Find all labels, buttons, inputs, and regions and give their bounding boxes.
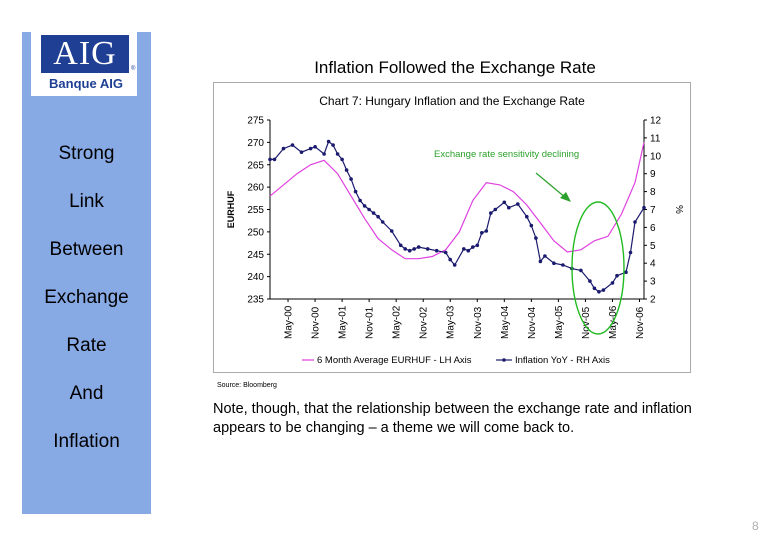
page-number: 8 [752, 519, 759, 533]
x-tick-label: Nov-01 [364, 306, 376, 339]
inflation-data-point [593, 287, 597, 291]
right-tick-label: 4 [650, 258, 656, 270]
left-tick-label: 265 [247, 160, 264, 172]
left-tick-label: 250 [247, 227, 264, 239]
inflation-data-point [322, 152, 326, 156]
x-tick-label: Nov-04 [526, 306, 538, 339]
inflation-data-point [331, 143, 335, 147]
inflation-data-point [408, 249, 412, 253]
inflation-data-point [579, 269, 583, 273]
inflation-data-point [629, 251, 633, 255]
x-tick-label: Nov-06 [634, 306, 646, 339]
x-tick-label: May-05 [553, 305, 565, 339]
chart-annotation: Exchange rate sensitivity declining [434, 149, 580, 160]
inflation-data-point [516, 202, 520, 206]
note-text: Note, though, that the relationship between the exchange rate and inflation appears to be changing – a theme we will come back to. [213, 401, 692, 436]
x-tick-label: Nov-02 [418, 306, 430, 339]
inflation-data-point [611, 281, 615, 285]
inflation-data-point [588, 279, 592, 283]
inflation-data-point [476, 244, 480, 248]
highlight-ellipse [572, 202, 624, 334]
x-tick-label: May-06 [607, 305, 619, 339]
aig-logo-box [41, 35, 129, 73]
inflation-data-point [507, 206, 511, 210]
inflation-data-point [602, 288, 606, 292]
annotation-arrow-line [536, 173, 566, 198]
right-tick-label: 9 [650, 169, 656, 181]
right-tick-label: 10 [650, 151, 662, 163]
right-tick-label: 2 [650, 294, 656, 306]
sidebar-word: Exchange [44, 287, 129, 308]
x-tick-label: May-04 [499, 305, 511, 339]
left-tick-label: 235 [247, 294, 264, 306]
inflation-data-point [530, 224, 534, 228]
left-tick-label: 270 [247, 137, 264, 149]
inflation-data-point [381, 220, 385, 224]
x-tick-label: Nov-03 [472, 306, 484, 339]
sidebar-word: Link [69, 191, 104, 212]
sidebar-word: Rate [66, 335, 107, 356]
right-tick-label: 5 [650, 240, 656, 252]
sidebar-word: And [69, 383, 104, 404]
inflation-data-point [390, 229, 394, 233]
inflation-data-point [462, 247, 466, 251]
inflation-data-point [336, 152, 340, 156]
left-axis-title: EURHUF [226, 190, 236, 229]
left-tick-label: 240 [247, 272, 264, 284]
x-tick-label: May-03 [445, 305, 457, 339]
aig-logo [31, 32, 137, 96]
inflation-data-point [534, 236, 538, 240]
inflation-data-point [358, 199, 362, 203]
x-tick-label: May-01 [337, 305, 349, 339]
inflation-data-point [543, 254, 547, 258]
inflation-data-point [597, 290, 601, 294]
inflation-data-point [448, 258, 452, 262]
inflation-data-point [327, 140, 331, 144]
right-tick-label: 8 [650, 187, 656, 199]
inflation-data-point [268, 158, 272, 162]
inflation-data-point [471, 245, 475, 249]
inflation-data-point [485, 229, 489, 233]
inflation-data-point [444, 251, 448, 255]
x-tick-label: Nov-00 [310, 306, 322, 339]
chart-svg [214, 83, 690, 372]
inflation-data-point [453, 263, 457, 267]
inflation-data-point [489, 211, 493, 215]
inflation-data-point [426, 247, 430, 251]
inflation-series-line [270, 142, 644, 292]
inflation-data-point [354, 190, 358, 194]
sidebar-word: Strong [58, 143, 115, 164]
right-tick-label: 6 [650, 222, 656, 234]
registered-mark: ® [131, 66, 136, 72]
left-tick-label: 245 [247, 249, 264, 261]
inflation-data-point [340, 158, 344, 162]
x-tick-label: Nov-05 [580, 306, 592, 339]
inflation-data-point [345, 168, 349, 172]
inflation-data-point [539, 260, 543, 264]
sidebar-word: Between [49, 239, 124, 260]
inflation-data-point [525, 215, 529, 219]
inflation-data-point [282, 147, 286, 151]
inflation-data-point [367, 208, 371, 212]
inflation-data-point [349, 177, 353, 181]
inflation-data-point [291, 143, 295, 147]
inflation-data-point [480, 231, 484, 235]
legend-inflation-marker [502, 358, 506, 362]
inflation-data-point [624, 270, 628, 274]
inflation-data-point [313, 145, 317, 149]
inflation-data-point [417, 245, 421, 249]
inflation-data-point [503, 201, 507, 205]
inflation-data-point [309, 147, 313, 151]
sidebar-word: Inflation [53, 431, 120, 452]
right-tick-label: 7 [650, 205, 656, 216]
right-tick-label: 3 [650, 276, 656, 288]
left-tick-label: 255 [247, 205, 264, 216]
left-tick-label: 275 [247, 115, 264, 127]
x-tick-label: May-00 [283, 305, 295, 339]
inflation-data-point [552, 261, 556, 265]
slide-title: Inflation Followed the Exchange Rate [314, 58, 596, 77]
annotation-arrow-head [560, 192, 571, 202]
logo-subtitle: Banque AIG [49, 76, 123, 91]
inflation-data-point [412, 247, 416, 251]
x-tick-label: May-02 [391, 305, 403, 339]
left-tick-label: 260 [247, 182, 264, 194]
inflation-data-point [376, 215, 380, 219]
inflation-data-point [494, 208, 498, 212]
inflation-data-point [300, 150, 304, 154]
inflation-data-point [467, 249, 471, 253]
legend-eurhuf-label: 6 Month Average EURHUF - LH Axis [317, 355, 472, 366]
right-tick-label: 11 [650, 133, 661, 145]
right-axis-title: % [673, 205, 684, 214]
inflation-data-point [435, 249, 439, 253]
inflation-data-point [633, 220, 637, 224]
chart-source: Source: Bloomberg [217, 382, 277, 389]
inflation-data-point [403, 247, 407, 251]
inflation-data-point [561, 263, 565, 267]
inflation-data-point [615, 274, 619, 278]
inflation-data-point [273, 158, 277, 162]
chart-title: Chart 7: Hungary Inflation and the Exchange Rate [319, 94, 585, 108]
inflation-data-point [372, 211, 376, 215]
right-tick-label: 12 [650, 115, 662, 127]
inflation-data-point [399, 244, 403, 248]
chart-frame [213, 82, 691, 373]
aig-logo-text: AIG [53, 35, 117, 72]
legend-inflation-label: Inflation YoY - RH Axis [515, 355, 610, 366]
inflation-data-point [363, 204, 367, 208]
inflation-data-point [642, 206, 646, 210]
